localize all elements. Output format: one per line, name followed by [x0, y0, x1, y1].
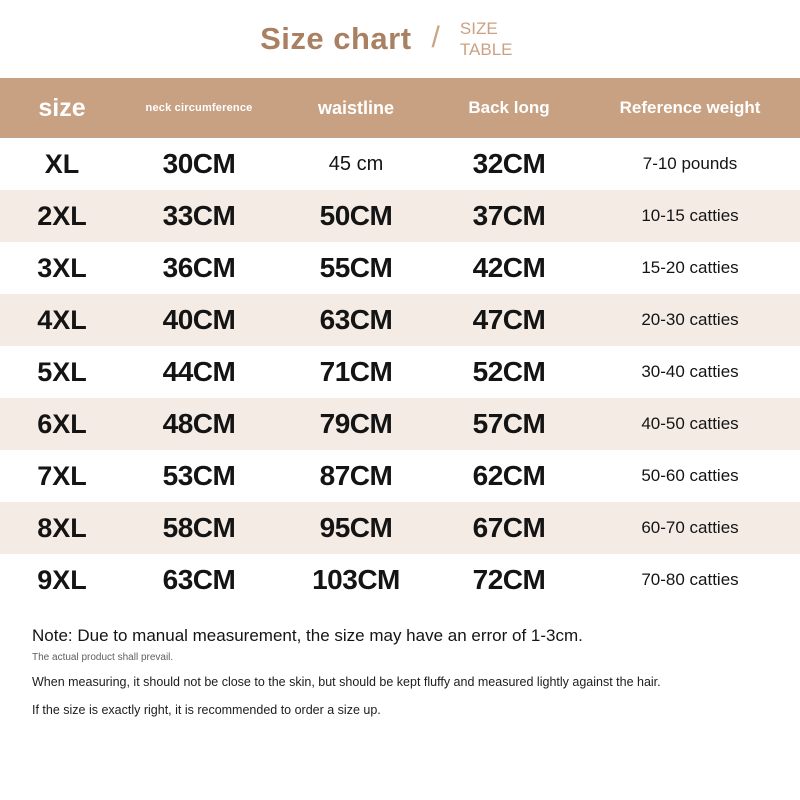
notes-section — [0, 606, 800, 717]
cell-weight: 40-50 catties — [641, 414, 739, 433]
table-row — [0, 242, 800, 294]
cell-size: 5XL — [37, 356, 87, 387]
cell-weight: 10-15 catties — [641, 206, 739, 225]
note-measuring-tip: When measuring, it should not be close to the skin, but should be kept fluffy and measured lightly against the hair. — [32, 675, 661, 689]
cell-back: 62CM — [472, 460, 546, 491]
cell-neck: 63CM — [162, 564, 236, 595]
table-body — [0, 138, 800, 606]
cell-waist: 79CM — [319, 408, 393, 439]
header-subtitle: SIZE TABLE — [459, 18, 513, 59]
cell-waist: 95CM — [319, 512, 393, 543]
cell-neck: 53CM — [162, 460, 236, 491]
cell-size: 6XL — [37, 408, 87, 439]
cell-neck: 58CM — [162, 512, 236, 543]
cell-back: 42CM — [472, 252, 546, 283]
column-header-back: Back long — [468, 98, 550, 117]
cell-size: 3XL — [37, 252, 87, 283]
cell-waist: 45 cm — [328, 152, 384, 175]
cell-waist: 87CM — [319, 460, 393, 491]
table-row — [0, 450, 800, 502]
cell-back: 47CM — [472, 304, 546, 335]
table-row — [0, 554, 800, 606]
column-header-waist: waistline — [317, 97, 395, 118]
cell-waist: 55CM — [319, 252, 393, 283]
cell-weight: 70-80 catties — [641, 570, 739, 589]
cell-size: 8XL — [37, 512, 87, 543]
cell-neck: 40CM — [162, 304, 236, 335]
cell-waist: 63CM — [319, 304, 393, 335]
table-row — [0, 398, 800, 450]
column-header-neck: neck circumference — [145, 102, 253, 114]
cell-back: 37CM — [472, 200, 546, 231]
column-header-size: size — [38, 93, 86, 122]
cell-neck: 36CM — [162, 252, 236, 283]
cell-weight: 60-70 catties — [641, 518, 739, 537]
cell-weight: 15-20 catties — [641, 258, 739, 277]
cell-neck: 44CM — [162, 356, 236, 387]
cell-size: 2XL — [37, 200, 87, 231]
table-header-row — [0, 78, 800, 138]
cell-waist: 50CM — [319, 200, 393, 231]
note-measurement-error: Note: Due to manual measurement, the size may have an error of 1-3cm. — [32, 626, 583, 645]
header-divider: / — [431, 21, 440, 54]
cell-neck: 48CM — [162, 408, 236, 439]
cell-back: 32CM — [472, 148, 546, 179]
table-row — [0, 138, 800, 190]
note-actual-product: The actual product shall prevail. — [32, 652, 174, 663]
column-header-weight: Reference weight — [619, 98, 761, 117]
table-row — [0, 346, 800, 398]
cell-back: 57CM — [472, 408, 546, 439]
page-header — [0, 0, 800, 78]
cell-weight: 30-40 catties — [641, 362, 739, 381]
cell-neck: 30CM — [162, 148, 236, 179]
cell-size: 7XL — [37, 460, 87, 491]
cell-neck: 33CM — [162, 200, 236, 231]
size-table — [0, 78, 800, 606]
cell-size: 4XL — [37, 304, 87, 335]
cell-weight: 7-10 pounds — [642, 154, 738, 173]
cell-waist: 71CM — [319, 356, 393, 387]
cell-back: 67CM — [472, 512, 546, 543]
page-title: Size chart — [260, 21, 412, 56]
table-row — [0, 294, 800, 346]
table-row — [0, 502, 800, 554]
cell-weight: 20-30 catties — [641, 310, 739, 329]
cell-weight: 50-60 catties — [641, 466, 739, 485]
cell-size: 9XL — [37, 564, 87, 595]
cell-waist: 103CM — [312, 564, 400, 595]
note-size-up-tip: If the size is exactly right, it is recommended to order a size up. — [32, 703, 381, 717]
table-row — [0, 190, 800, 242]
cell-size: XL — [44, 148, 80, 179]
cell-back: 52CM — [472, 356, 546, 387]
cell-back: 72CM — [472, 564, 546, 595]
